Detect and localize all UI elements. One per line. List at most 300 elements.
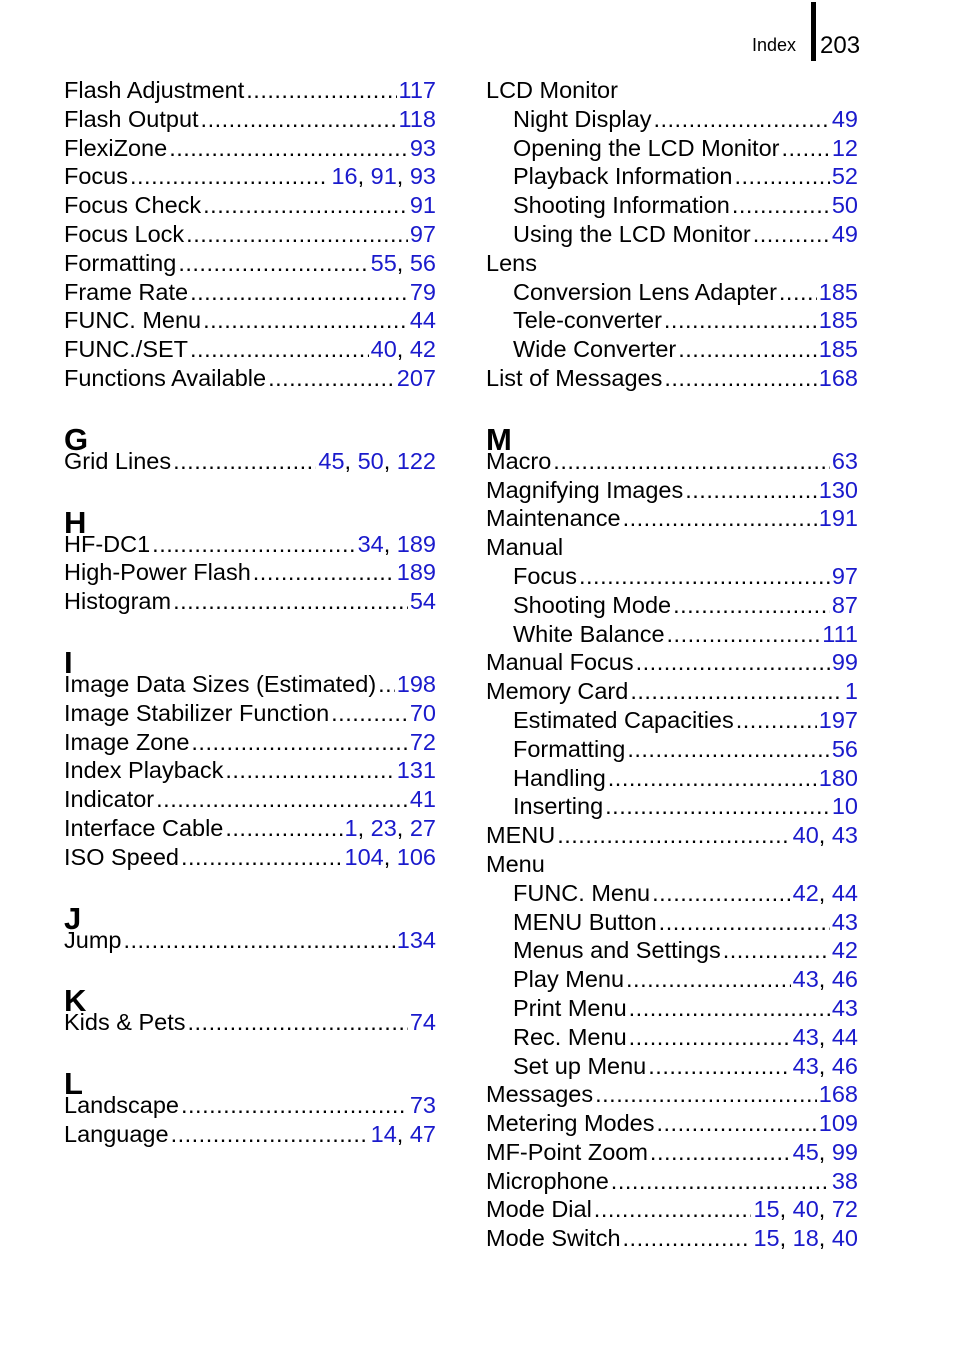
page-link[interactable]: 106: [396, 843, 436, 870]
page-references: [397, 364, 436, 393]
index-term: Flash Output: [64, 105, 199, 132]
index-entry-histogram: [64, 587, 436, 616]
index-entry-jump: [64, 926, 436, 955]
section-heading-h: H: [64, 504, 87, 540]
page-link[interactable]: 10: [831, 793, 858, 820]
page-references: 104, 106: [344, 843, 436, 870]
index-term: Magnifying Images: [486, 476, 684, 503]
index-entry-magnifying-images: [486, 476, 858, 505]
page-references: [832, 220, 858, 249]
index-entry-image-zone: [64, 728, 436, 757]
index-subentry-estimated-capacities: [486, 706, 858, 735]
index-term: Menus and Settings: [513, 937, 721, 964]
dot-leader: [781, 134, 829, 163]
index-subentry-shooting-mode: [486, 591, 858, 620]
index-term: Menu: [486, 850, 545, 877]
page-link[interactable]: 74: [409, 1009, 436, 1036]
index-term: FUNC. Menu: [513, 879, 651, 906]
index-term: Formatting: [64, 249, 177, 276]
page-references: [832, 105, 858, 134]
index-subentry-rec-menu: [486, 1023, 858, 1052]
index-term: Handling: [513, 764, 606, 791]
index-term: Microphone: [486, 1167, 609, 1194]
page-link[interactable]: 189: [396, 530, 436, 557]
index-entry-iso-speed: [64, 843, 436, 872]
index-entry-interface-cable: [64, 814, 436, 843]
index-term: Mode Switch: [486, 1225, 621, 1252]
index-subentry-print-menu: [486, 994, 858, 1023]
dot-leader: [664, 364, 816, 393]
index-subentry-night-display: [486, 105, 858, 134]
dot-leader: [664, 306, 817, 335]
dot-leader: [653, 105, 829, 134]
index-entry-manual-focus: [486, 648, 858, 677]
page-link[interactable]: 23: [370, 814, 397, 841]
page-references: 45, 99: [792, 1138, 858, 1165]
index-subentry-inserting: [486, 792, 858, 821]
page-link[interactable]: 189: [396, 559, 436, 586]
dot-leader: [732, 191, 830, 220]
page-references: [410, 785, 436, 814]
index-entry-metering-modes: [486, 1109, 858, 1138]
page-link[interactable]: 185: [818, 336, 858, 363]
index-term: Wide Converter: [513, 336, 677, 363]
section-heading-g: G: [64, 421, 89, 457]
index-entry-microphone: [486, 1167, 858, 1196]
dot-leader: [636, 648, 830, 677]
page-link[interactable]: 42: [831, 937, 858, 964]
section-heading-j: J: [64, 900, 82, 936]
index-entry-index-playback: [64, 756, 436, 785]
dot-leader: [595, 1080, 817, 1109]
page-references: [832, 735, 858, 764]
page-references: 42, 44: [792, 879, 858, 906]
index-entry-focus-lock: [64, 220, 436, 249]
index-term: FlexiZone: [64, 134, 168, 161]
index-entry-hf-dc1: [64, 530, 436, 559]
page-link[interactable]: 93: [409, 134, 436, 161]
page-link[interactable]: 43: [831, 908, 858, 935]
header-divider: [811, 2, 816, 61]
index-entry-mf-point-zoom: [486, 1138, 858, 1167]
page-link[interactable]: 52: [831, 163, 858, 190]
dot-leader: [331, 699, 408, 728]
dot-leader: [173, 587, 408, 616]
page-link[interactable]: 72: [831, 1196, 858, 1223]
index-term: MENU Button: [513, 908, 657, 935]
page-references: [832, 994, 858, 1023]
page-references: 40, 43: [792, 822, 858, 849]
index-term: White Balance: [513, 620, 665, 647]
dot-leader: [203, 191, 408, 220]
page-link[interactable]: 40: [831, 1225, 858, 1252]
index-term: Estimated Capacities: [513, 706, 734, 733]
dot-leader: [608, 764, 817, 793]
index-term: Focus Lock: [64, 220, 185, 247]
index-entry-landscape: [64, 1091, 436, 1120]
page-references: 14, 47: [370, 1120, 436, 1147]
page-link[interactable]: 41: [409, 786, 436, 813]
page-link[interactable]: 130: [818, 476, 858, 503]
index-term: Functions Available: [64, 364, 267, 391]
dot-leader: [630, 677, 843, 706]
dot-leader: [178, 249, 368, 278]
index-entry-focus-check: [64, 191, 436, 220]
page-link[interactable]: 40: [792, 1196, 819, 1223]
index-term: Index Playback: [64, 757, 224, 784]
index-entry-flash-output: [64, 105, 436, 134]
index-term: FUNC. Menu: [64, 307, 202, 334]
index-term: Inserting: [513, 793, 604, 820]
page-link[interactable]: 42: [792, 879, 819, 906]
index-entry-image-data-sizes-estimated: [64, 670, 436, 699]
page-link[interactable]: 42: [409, 336, 436, 363]
page-link[interactable]: 198: [396, 670, 436, 697]
dot-leader: [268, 364, 395, 393]
page-link[interactable]: 97: [409, 220, 436, 247]
index-entry-kids-pets: [64, 1008, 436, 1037]
dot-leader: [678, 335, 817, 364]
index-term: Using the LCD Monitor: [513, 220, 751, 247]
page-link[interactable]: 12: [831, 134, 858, 161]
page-link[interactable]: 56: [409, 249, 436, 276]
page-references: [845, 677, 858, 706]
index-term: Maintenance: [486, 505, 621, 532]
index-entry-macro: [486, 447, 858, 476]
page-link[interactable]: 27: [409, 814, 436, 841]
index-term: Lens: [486, 249, 537, 276]
page-link[interactable]: 197: [818, 706, 858, 733]
index-entry-mode-switch: [486, 1224, 858, 1253]
page-link[interactable]: 134: [396, 926, 436, 953]
dot-leader: [623, 1224, 752, 1253]
index-entry-list-of-messages: [486, 364, 858, 393]
page-link[interactable]: 191: [818, 505, 858, 532]
dot-leader: [557, 821, 790, 850]
page-references: [819, 504, 858, 533]
dot-leader: [186, 220, 408, 249]
page-link[interactable]: 93: [409, 163, 436, 190]
dot-leader: [201, 105, 397, 134]
page-link[interactable]: 49: [831, 105, 858, 132]
section-heading-k: K: [64, 983, 87, 1019]
index-term: Interface Cable: [64, 814, 224, 841]
dot-leader: [611, 1167, 830, 1196]
page-link[interactable]: 15: [753, 1196, 780, 1223]
index-term: ISO Speed: [64, 843, 179, 870]
page-references: 1, 23, 27: [344, 814, 436, 841]
dot-leader: [723, 936, 830, 965]
index-term: Manual Focus: [486, 649, 634, 676]
page-references: [410, 278, 436, 307]
page-references: 40, 42: [370, 336, 436, 363]
dot-leader: [171, 1120, 369, 1149]
page-references: 15, 18, 40: [753, 1225, 858, 1252]
index-term: Playback Information: [513, 163, 733, 190]
index-term: LCD Monitor: [486, 77, 618, 103]
page-references: 45, 50, 122: [318, 447, 436, 474]
page-link[interactable]: 44: [831, 1023, 858, 1050]
dot-leader: [190, 278, 408, 307]
page-link[interactable]: 73: [409, 1092, 436, 1119]
index-entry-memory-card: [486, 677, 858, 706]
page-link[interactable]: 15: [753, 1225, 780, 1252]
page-link[interactable]: 44: [409, 307, 436, 334]
page-references: [832, 134, 858, 163]
index-subentry-playback-information: [486, 162, 858, 191]
page-link[interactable]: 1: [844, 678, 858, 705]
page-link[interactable]: 70: [409, 699, 436, 726]
page-link[interactable]: 91: [370, 163, 397, 190]
page-link[interactable]: 118: [398, 105, 436, 132]
page-link[interactable]: 185: [818, 278, 858, 305]
index-term: Memory Card: [486, 678, 629, 705]
dot-leader: [191, 728, 407, 757]
page-link[interactable]: 16: [331, 163, 358, 190]
page-references: [397, 756, 436, 785]
page-link[interactable]: 56: [831, 735, 858, 762]
page-references: [399, 76, 436, 105]
page-references: [819, 335, 858, 364]
index-column-left: [64, 76, 436, 1149]
page-references: [832, 447, 858, 476]
page-references: 15, 40, 72: [753, 1196, 858, 1223]
page-link[interactable]: 43: [792, 966, 819, 993]
dot-leader: [629, 1023, 791, 1052]
page-link[interactable]: 40: [792, 822, 819, 849]
page-link[interactable]: 104: [344, 843, 384, 870]
page-link[interactable]: 49: [831, 220, 858, 247]
page-references: [410, 191, 436, 220]
page-references: [410, 306, 436, 335]
page-link[interactable]: 168: [818, 364, 858, 391]
dot-leader: [648, 1052, 790, 1081]
page-link[interactable]: 180: [818, 764, 858, 791]
dot-leader: [123, 926, 394, 955]
index-term: Night Display: [513, 105, 652, 132]
dot-leader: [626, 965, 791, 994]
page-link[interactable]: 99: [831, 649, 858, 676]
section-heading-i: I: [64, 644, 73, 680]
dot-leader: [667, 620, 821, 649]
dot-leader: [753, 220, 830, 249]
index-entry-mode-dial: [486, 1195, 858, 1224]
page-references: 16, 91, 93: [331, 163, 436, 190]
page-link[interactable]: 50: [831, 192, 858, 219]
dot-leader: [553, 447, 830, 476]
page-number: 203: [820, 32, 861, 59]
index-term: Image Data Sizes (Estimated): [64, 670, 377, 697]
page-references: [410, 587, 436, 616]
dot-leader: [130, 162, 329, 191]
page-link[interactable]: 45: [318, 447, 345, 474]
page-link[interactable]: 72: [409, 728, 436, 755]
index-term: Grid Lines: [64, 447, 172, 474]
page-references: [832, 591, 858, 620]
dot-leader: [657, 1109, 817, 1138]
page-link[interactable]: 47: [409, 1120, 436, 1147]
index-entry-maintenance: [486, 504, 858, 533]
page-link[interactable]: 117: [398, 77, 436, 103]
dot-leader: [594, 1195, 752, 1224]
index-term: High-Power Flash: [64, 559, 251, 586]
page-link[interactable]: 109: [818, 1110, 858, 1137]
page-references: [399, 105, 436, 134]
index-subentry-opening-the-lcd-monitor: [486, 134, 858, 163]
page-references: [410, 1008, 436, 1037]
dot-leader: [173, 447, 316, 476]
index-term: Macro: [486, 447, 552, 474]
page-references: [819, 1080, 858, 1109]
index-subentry-handling: [486, 764, 858, 793]
index-entry-menu: [486, 821, 858, 850]
dot-leader: [253, 558, 395, 587]
dot-leader: [378, 670, 395, 699]
page-link[interactable]: 168: [818, 1081, 858, 1108]
index-term: Rec. Menu: [513, 1023, 627, 1050]
page-references: [819, 706, 858, 735]
index-subentry-menus-and-settings: [486, 936, 858, 965]
page-link[interactable]: 87: [831, 591, 858, 618]
dot-leader: [187, 1008, 407, 1037]
index-term: Shooting Mode: [513, 591, 672, 618]
dot-leader: [605, 792, 830, 821]
page-link[interactable]: 46: [831, 966, 858, 993]
index-subentry-white-balance: [486, 620, 858, 649]
page-link[interactable]: 99: [831, 1138, 858, 1165]
index-term: Histogram: [64, 588, 172, 615]
page-link[interactable]: 44: [831, 879, 858, 906]
dot-leader: [246, 76, 396, 105]
dot-leader: [156, 785, 408, 814]
page-link[interactable]: 91: [409, 192, 436, 219]
page-references: [397, 558, 436, 587]
index-term: HF-DC1: [64, 530, 151, 557]
page-link[interactable]: 40: [370, 336, 397, 363]
page-link[interactable]: 63: [831, 447, 858, 474]
page-link[interactable]: 38: [831, 1167, 858, 1194]
index-term: Play Menu: [513, 966, 625, 993]
index-term: Set up Menu: [513, 1052, 647, 1079]
page-references: [832, 191, 858, 220]
dot-leader: [225, 814, 342, 843]
index-term: FUNC./SET: [64, 336, 189, 363]
page-references: [832, 648, 858, 677]
dot-leader: [736, 706, 817, 735]
page-link[interactable]: 54: [409, 588, 436, 615]
index-subentry-menu-button: [486, 908, 858, 937]
dot-leader: [659, 908, 830, 937]
section-heading-l: L: [64, 1066, 83, 1102]
page-references: [410, 699, 436, 728]
page-link[interactable]: 79: [409, 278, 436, 305]
page-link[interactable]: 18: [792, 1225, 819, 1252]
index-entry-formatting: [64, 249, 436, 278]
dot-leader: [652, 879, 791, 908]
page-link[interactable]: 97: [831, 562, 858, 589]
dot-leader: [203, 306, 408, 335]
index-entry-flexizone: [64, 134, 436, 163]
index-term: Landscape: [64, 1092, 179, 1119]
page-link[interactable]: 43: [831, 822, 858, 849]
page-references: [832, 908, 858, 937]
page-references: [832, 936, 858, 965]
index-entry-func-menu: [64, 306, 436, 335]
page-references: 43, 46: [792, 966, 858, 993]
page-link[interactable]: 207: [396, 364, 436, 391]
dot-leader: [181, 843, 343, 872]
page-references: [819, 764, 858, 793]
index-term: Metering Modes: [486, 1110, 655, 1137]
page-link[interactable]: 185: [818, 307, 858, 334]
index-term: Messages: [486, 1081, 594, 1108]
page-link[interactable]: 111: [822, 620, 858, 647]
page-references: 43, 46: [792, 1052, 858, 1079]
page-link[interactable]: 43: [792, 1052, 819, 1079]
page-references: [410, 1091, 436, 1120]
page-link[interactable]: 34: [357, 530, 384, 557]
page-references: [832, 562, 858, 591]
index-term: Focus Check: [64, 192, 202, 219]
page-references: [819, 306, 858, 335]
index-term: Language: [64, 1120, 169, 1147]
index-entry-func-set: [64, 335, 436, 364]
index-subentry-shooting-information: [486, 191, 858, 220]
page-references: [832, 162, 858, 191]
page-link[interactable]: 131: [396, 757, 436, 784]
index-entry-grid-lines: [64, 447, 436, 476]
index-term: Manual: [486, 534, 564, 561]
index-term: Mode Dial: [486, 1196, 592, 1223]
index-entry-manual: [486, 533, 858, 562]
page-references: [397, 670, 436, 699]
page-references: [832, 792, 858, 821]
index-term: Focus: [513, 562, 577, 589]
page-link[interactable]: 122: [396, 447, 436, 474]
page-link[interactable]: 45: [792, 1138, 819, 1165]
index-subentry-focus: [486, 562, 858, 591]
index-entry-high-power-flash: [64, 558, 436, 587]
section-label: Index: [752, 35, 797, 55]
index-term: Flash Adjustment: [64, 77, 245, 103]
index-entry-focus: [64, 162, 436, 191]
index-term: Conversion Lens Adapter: [513, 278, 777, 305]
index-term: MF-Point Zoom: [486, 1138, 648, 1165]
dot-leader: [225, 756, 394, 785]
page-link[interactable]: 46: [831, 1052, 858, 1079]
dot-leader: [629, 994, 830, 1023]
index-subentry-conversion-lens-adapter: [486, 278, 858, 307]
index-subentry-set-up-menu: [486, 1052, 858, 1081]
page-references: 34, 189: [357, 530, 436, 557]
page-link[interactable]: 43: [792, 1023, 819, 1050]
index-term: MENU: [486, 822, 556, 849]
page-references: [819, 364, 858, 393]
page-link[interactable]: 1: [344, 814, 358, 841]
dot-leader: [181, 1091, 408, 1120]
page-link[interactable]: 55: [370, 249, 397, 276]
page-link[interactable]: 14: [370, 1120, 397, 1147]
index-entry-functions-available: [64, 364, 436, 393]
page-link[interactable]: 43: [831, 994, 858, 1021]
index-term: Image Stabilizer Function: [64, 699, 330, 726]
dot-leader: [650, 1138, 791, 1167]
page-references: 43, 44: [792, 1023, 858, 1050]
index-subentry-formatting: [486, 735, 858, 764]
index-term: Kids & Pets: [64, 1009, 186, 1036]
section-heading-m: M: [486, 421, 512, 457]
page-link[interactable]: 50: [357, 447, 384, 474]
